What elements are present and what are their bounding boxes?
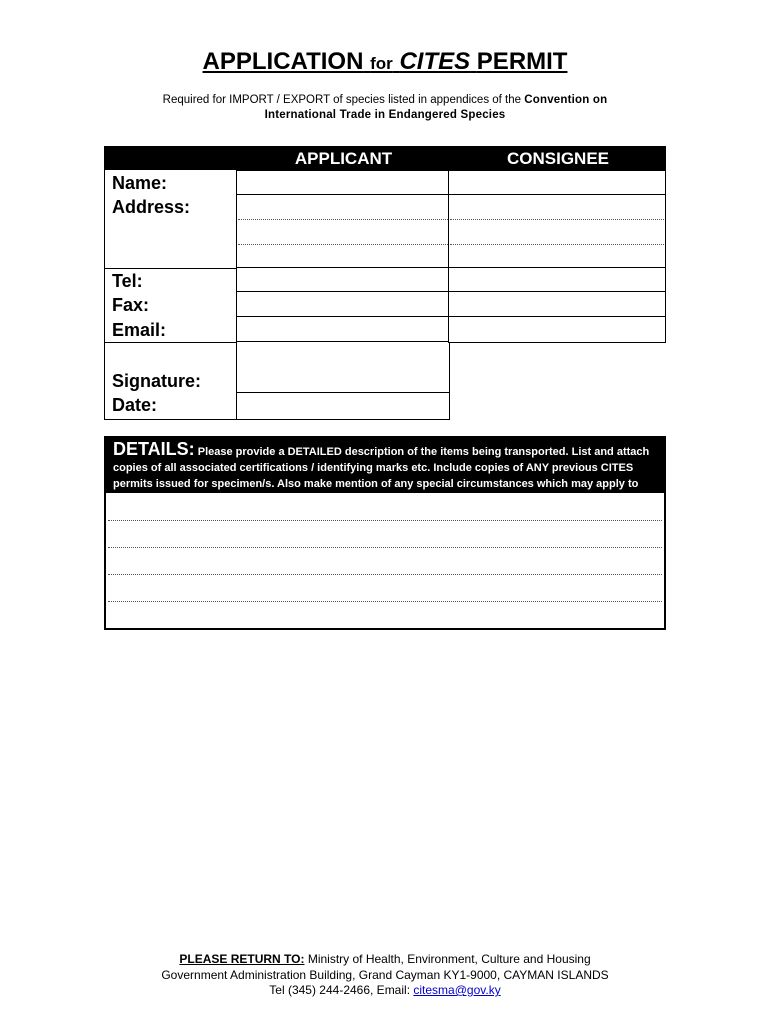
consignee-column-header: CONSIGNEE <box>506 149 610 168</box>
applicant-address-field[interactable] <box>236 194 450 269</box>
divider <box>104 342 238 343</box>
applicant-fax-field[interactable] <box>236 291 450 317</box>
applicant-tel-field[interactable] <box>236 267 450 293</box>
details-text-area[interactable] <box>106 493 664 628</box>
return-contact: Tel (345) 244-2466, Email: <box>269 983 411 997</box>
subtitle-prefix: Required for IMPORT / EXPORT of species listed in appendices of the <box>162 94 522 106</box>
return-label: PLEASE RETURN TO: <box>179 952 305 966</box>
applicant-email-field[interactable] <box>236 316 450 343</box>
consignee-fax-field[interactable] <box>448 291 666 317</box>
dotted-rule <box>238 244 448 245</box>
name-label: Name: <box>112 173 168 193</box>
subtitle-convention-name: International Trade in Endangered Species <box>264 109 506 121</box>
title-word-cites: CITES <box>399 48 471 75</box>
consignee-name-field[interactable] <box>448 170 666 196</box>
consignee-address-field[interactable] <box>448 194 666 269</box>
address-label: Address: <box>112 197 191 217</box>
subtitle <box>0 93 770 123</box>
applicant-column-header: APPLICANT <box>294 149 393 168</box>
dotted-rule <box>238 219 448 220</box>
page-title <box>0 48 770 76</box>
fax-label: Fax: <box>112 295 150 315</box>
consignee-email-field[interactable] <box>448 316 666 343</box>
applicant-name-field[interactable] <box>236 170 450 196</box>
title-word-application: APPLICATION <box>202 48 364 75</box>
dotted-rule <box>450 219 664 220</box>
applicant-signature-field[interactable] <box>236 341 450 394</box>
email-link[interactable]: citesma@gov.ky <box>413 983 501 997</box>
form-header <box>104 146 666 170</box>
email-label: Email: <box>112 320 167 340</box>
divider <box>104 268 238 269</box>
subtitle-convention: Convention on <box>524 94 608 106</box>
footer <box>0 952 770 999</box>
return-address: Government Administration Building, Grand Cayman KY1-9000, CAYMAN ISLANDS <box>161 967 609 982</box>
consignee-tel-field[interactable] <box>448 267 666 293</box>
title-word-for: for <box>370 54 393 73</box>
contact-form <box>104 146 666 420</box>
details-section <box>104 436 666 630</box>
date-label: Date: <box>112 395 158 415</box>
return-ministry: Ministry of Health, Environment, Culture and Housing <box>307 952 591 966</box>
dotted-rule <box>450 244 664 245</box>
details-header <box>106 438 664 506</box>
signature-label: Signature: <box>112 371 202 391</box>
details-heading: DETAILS: <box>113 439 195 459</box>
details-text: Please provide a DETAILED description of the items being transported. List and attach copies of all associated certifications / identifying marks etc. Include copies of ANY previous CITES permits issued for specimen/s. Also make mention of any special circumstances which may apply to this application. <box>113 446 650 506</box>
applicant-date-field[interactable] <box>236 392 450 420</box>
tel-label: Tel: <box>112 271 143 291</box>
title-word-permit: PERMIT <box>476 48 568 75</box>
